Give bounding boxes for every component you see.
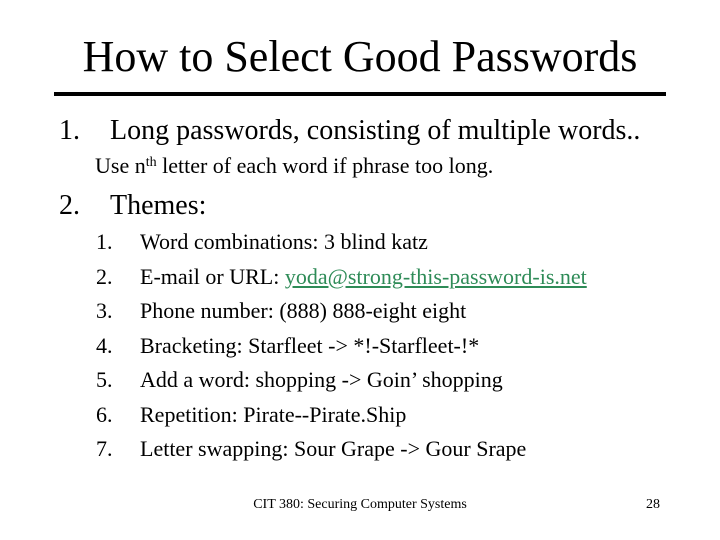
sub-bullet-text-start: Use n <box>95 153 146 178</box>
item-number: 1. <box>96 229 113 254</box>
slide-footer <box>0 495 720 515</box>
list-item <box>96 401 696 436</box>
item-text: Bracketing: Starfleet -> *!-Starfleet-!* <box>140 332 480 358</box>
list-item <box>96 263 696 298</box>
sub-bullet-nth-letter <box>95 153 493 179</box>
bullet-text: Long passwords, consisting of multiple words.. <box>110 115 641 146</box>
list-item <box>96 366 696 401</box>
item-text: Word combinations: 3 blind katz <box>140 229 428 254</box>
themes-list <box>96 228 696 470</box>
item-number: 6. <box>96 401 113 427</box>
slide-page-number: 28 <box>646 497 660 512</box>
item-number: 5. <box>96 367 113 392</box>
item-text: E-mail or URL: <box>140 263 285 289</box>
item-text: Repetition: Pirate--Pirate.Ship <box>140 401 407 427</box>
item-text: Letter swapping: Sour Grape -> Gour Srape <box>140 436 527 461</box>
item-number: 3. <box>96 298 113 323</box>
bullet-text: Themes: <box>110 190 207 221</box>
slide-title: How to Select Good Passwords <box>82 32 638 81</box>
item-text: Add a word: shopping -> Goin’ shopping <box>140 367 503 392</box>
item-number: 2. <box>96 263 113 289</box>
footer-course-title: CIT 380: Securing Computer Systems <box>253 497 467 512</box>
item-number: 7. <box>96 436 113 461</box>
item-number: 4. <box>96 332 113 358</box>
superscript-th: th <box>145 155 157 170</box>
title-divider <box>54 92 666 96</box>
email-link[interactable]: yoda@strong-this-password-is.net <box>284 263 587 289</box>
bullet-number: 2. <box>59 190 80 221</box>
list-item <box>96 228 696 263</box>
list-item <box>96 297 696 332</box>
list-item <box>96 435 696 470</box>
item-text: Phone number: (888) 888-eight eight <box>140 298 467 323</box>
item-text-with-link <box>140 263 587 291</box>
sub-bullet-text-end: letter of each word if phrase too long. <box>156 153 494 178</box>
list-item <box>96 332 696 367</box>
bullet-number: 1. <box>59 115 80 146</box>
